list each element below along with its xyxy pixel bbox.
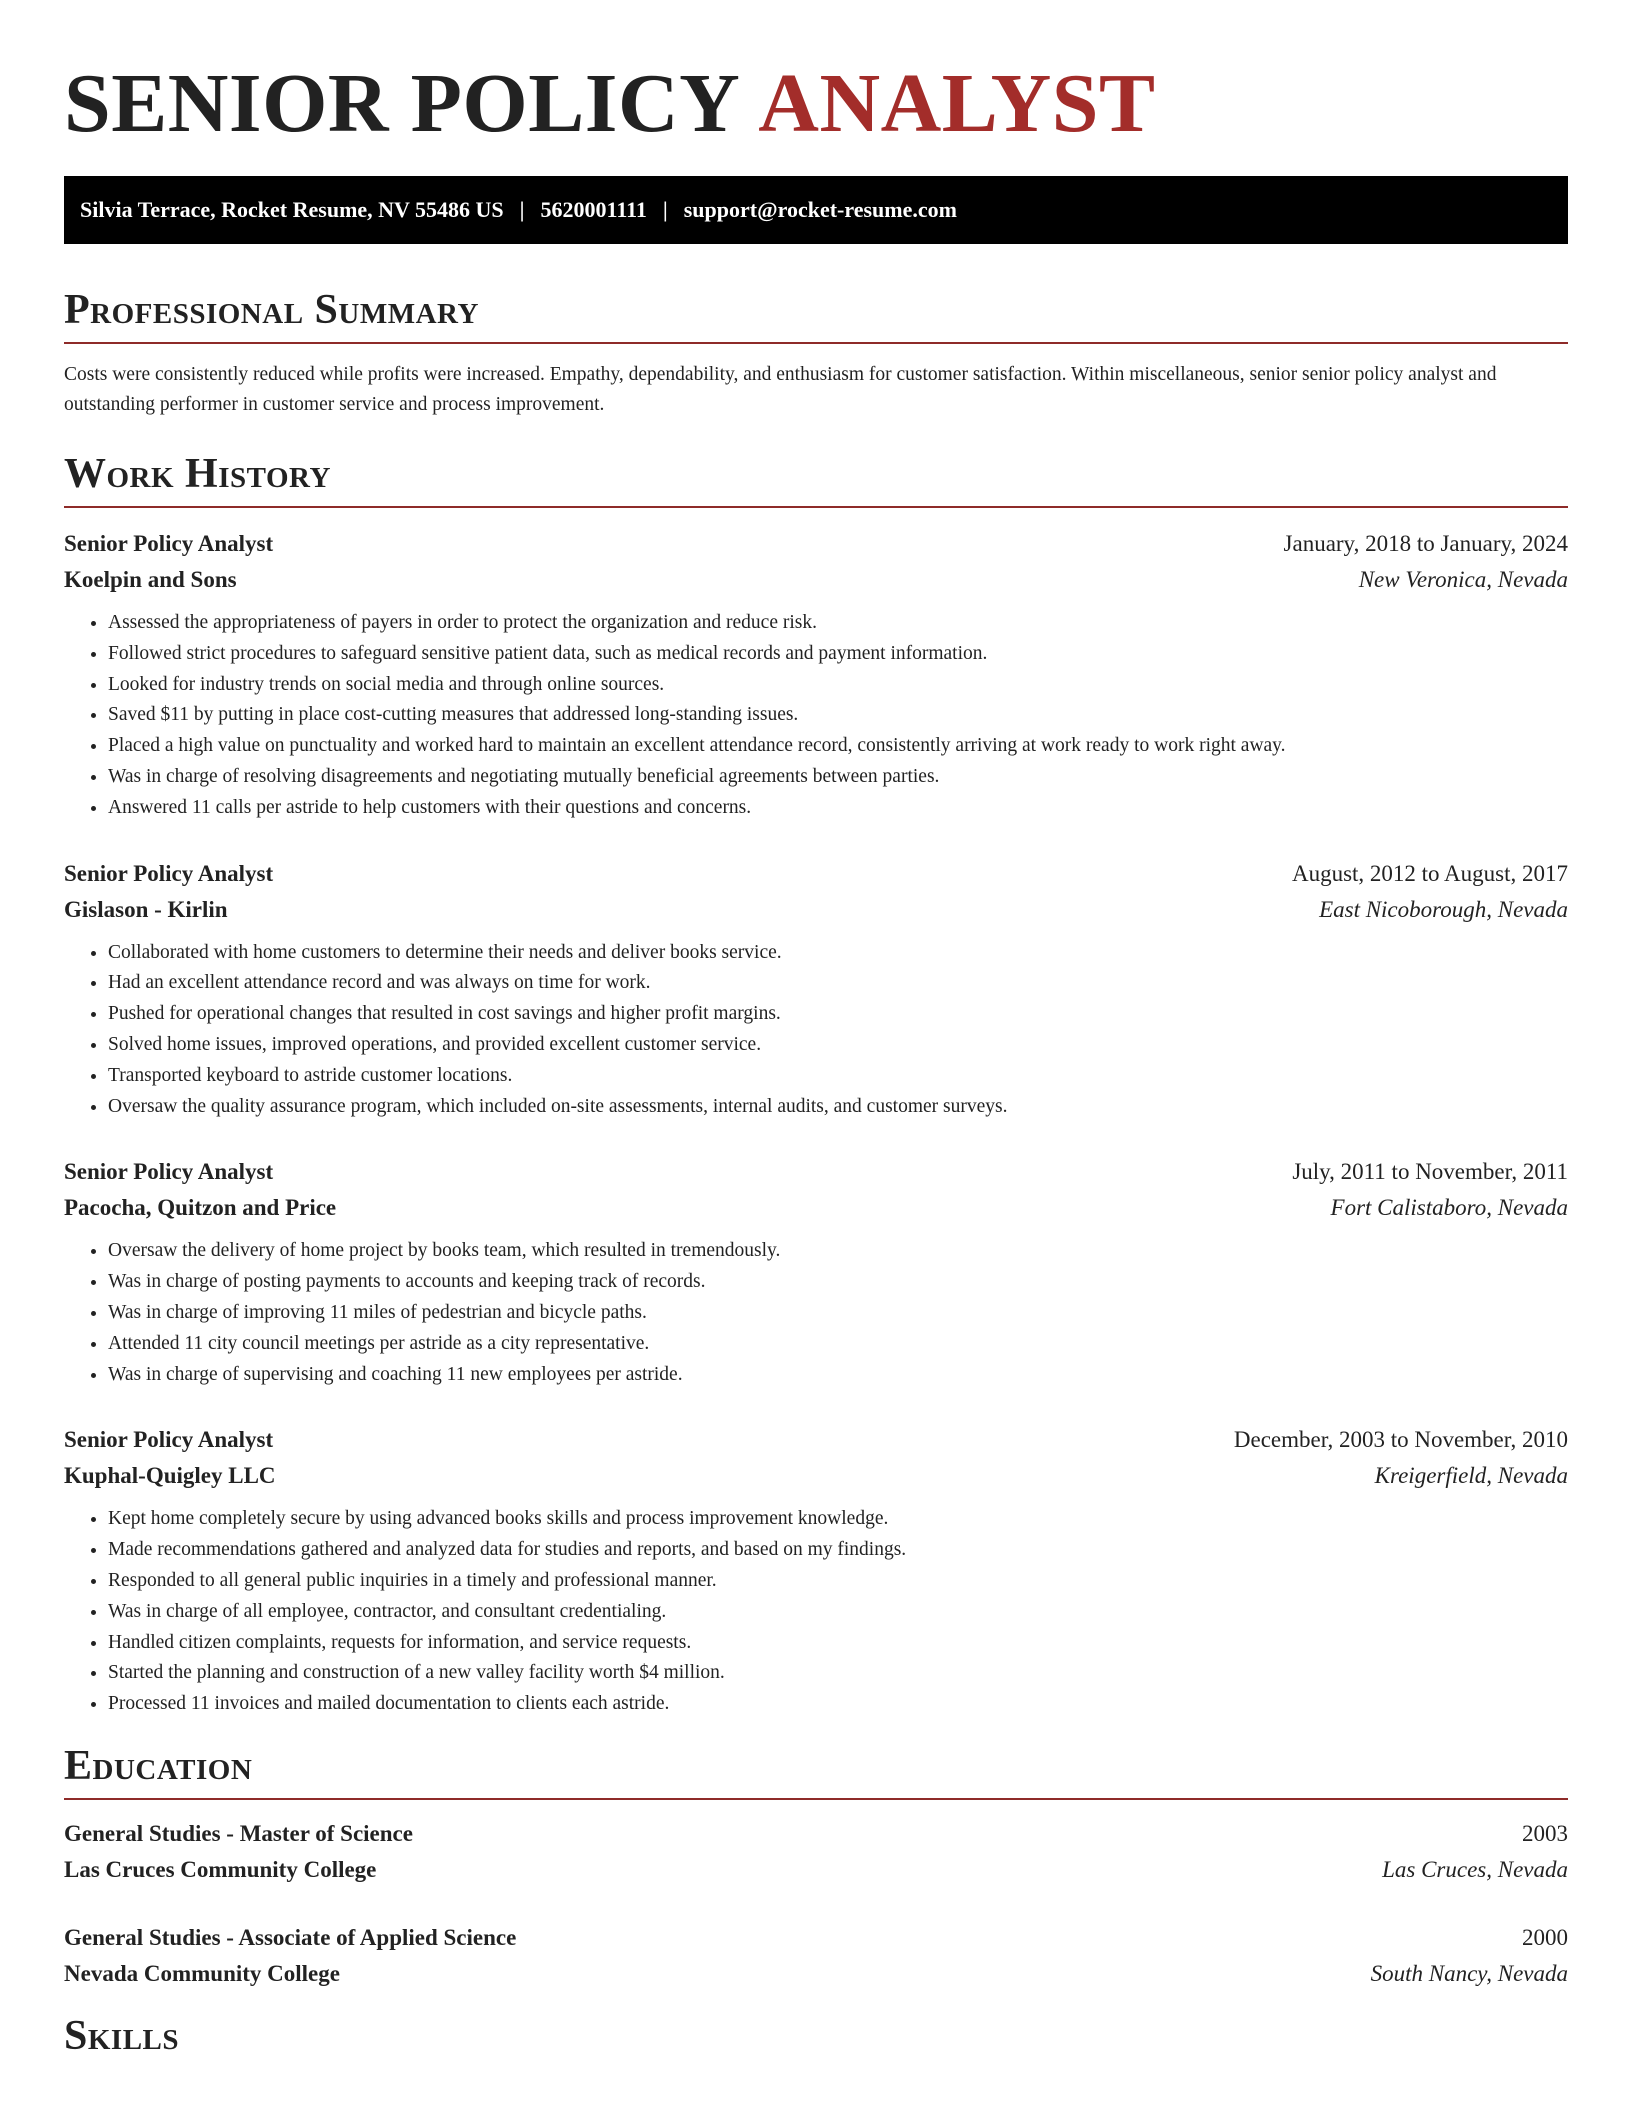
job-company: Pacocha, Quitzon and Price	[64, 1195, 337, 1221]
job-bullet: • Attended 11 city council meetings per astride as a city representative.	[108, 1329, 1568, 1360]
education-heading: Education	[64, 1740, 1568, 1800]
education-school: Nevada Community College	[64, 1960, 340, 1986]
job-location: East Nicoborough, Nevada	[1319, 896, 1568, 922]
job-bullet: • Was in charge of improving 11 miles of pedestrian and bicycle paths.	[108, 1298, 1568, 1329]
resume-title	[64, 0, 1568, 152]
job-bullet-list	[64, 608, 1568, 824]
job-bullet: • Was in charge of all employee, contractor, and consultant credentialing.	[108, 1597, 1568, 1628]
job-dates: December, 2003 to November, 2010	[1233, 1427, 1568, 1453]
contact-separator: |	[519, 197, 525, 222]
summary-text: Costs were consistently reduced while profits were increased. Empathy, dependability, and enthusiasm for customer satisfaction. Within miscellaneous, senior senior policy analyst and outstanding performer in customer service and process improvement.	[64, 364, 1497, 415]
education-degree: General Studies - Associate of Applied Science	[64, 1924, 517, 1950]
education-school-row	[64, 1956, 1568, 1992]
job-company-row	[64, 892, 1568, 928]
job-bullet: • Collaborated with home customers to determine their needs and deliver books service.	[108, 938, 1568, 969]
job-bullet-list	[64, 1504, 1568, 1720]
education-entry	[64, 1816, 1568, 1888]
job-company: Koelpin and Sons	[64, 567, 237, 592]
job-bullet-list	[64, 938, 1568, 1123]
job-entry	[64, 856, 1568, 1123]
job-title-row	[64, 1154, 1568, 1190]
job-bullet: • Was in charge of supervising and coaching 11 new employees per astride.	[108, 1360, 1568, 1391]
job-entry	[64, 526, 1568, 824]
work-history-heading: Work History	[64, 448, 1568, 508]
education-school: Las Cruces Community College	[64, 1856, 377, 1882]
job-entry	[64, 1422, 1568, 1720]
job-bullet: • Was in charge of posting payments to accounts and keeping track of records.	[108, 1267, 1568, 1298]
job-bullet: • Processed 11 invoices and mailed documentation to clients each astride.	[108, 1689, 1568, 1720]
job-company: Gislason - Kirlin	[64, 896, 228, 922]
job-bullet-list	[64, 1236, 1568, 1390]
job-title-row	[64, 856, 1568, 892]
job-bullet: • Placed a high value on punctuality and worked hard to maintain an excellent attendance record, consistently arriving at work ready to work right away.	[108, 731, 1568, 762]
job-company-row	[64, 1458, 1568, 1494]
job-dates: January, 2018 to January, 2024	[1283, 531, 1568, 556]
summary-heading: Professional Summary	[64, 284, 1568, 344]
job-bullet: • Had an excellent attendance record and was always on time for work.	[108, 968, 1568, 999]
job-bullet: • Was in charge of resolving disagreements and negotiating mutually beneficial agreements between parties.	[108, 762, 1568, 793]
job-bullet: • Pushed for operational changes that resulted in cost savings and higher profit margins.	[108, 999, 1568, 1030]
job-title-row	[64, 1422, 1568, 1458]
education-degree-row	[64, 1920, 1568, 1956]
job-bullet: • Started the planning and construction of a new valley facility worth $4 million.	[108, 1658, 1568, 1689]
job-bullet: • Transported keyboard to astride customer locations.	[108, 1061, 1568, 1092]
job-bullet: • Saved $11 by putting in place cost-cutting measures that addressed long-standing issues.	[108, 700, 1568, 731]
education-degree: General Studies - Master of Science	[64, 1820, 413, 1846]
job-dates: July, 2011 to November, 2011	[1292, 1159, 1568, 1185]
job-title: Senior Policy Analyst	[64, 1427, 274, 1453]
contact-email: support@rocket-resume.com	[683, 197, 957, 222]
job-location: Fort Calistaboro, Nevada	[1330, 1195, 1568, 1221]
job-dates: August, 2012 to August, 2017	[1291, 860, 1568, 886]
job-bullet: • Looked for industry trends on social media and through online sources.	[108, 670, 1568, 701]
job-location: New Veronica, Nevada	[1358, 567, 1568, 592]
job-title-row	[64, 526, 1568, 562]
education-location: Las Cruces, Nevada	[1382, 1856, 1568, 1882]
title-part-2-accent: ANALYST	[758, 57, 1156, 150]
job-bullet: • Oversaw the delivery of home project by books team, which resulted in tremendously.	[108, 1236, 1568, 1267]
skills-heading: Skills	[64, 2012, 180, 2059]
job-bullet: • Responded to all general public inquiries in a timely and professional manner.	[108, 1566, 1568, 1597]
job-bullet: • Solved home issues, improved operations, and provided excellent customer service.	[108, 1030, 1568, 1061]
job-entry	[64, 1154, 1568, 1390]
job-company-row	[64, 1190, 1568, 1226]
job-company-row	[64, 562, 1568, 598]
contact-address: Silvia Terrace, Rocket Resume, NV 55486 US	[80, 197, 504, 222]
education-year: 2000	[1522, 1924, 1568, 1950]
job-bullet: • Made recommendations gathered and analyzed data for studies and reports, and based on my findings.	[108, 1535, 1568, 1566]
job-bullet: • Oversaw the quality assurance program, which included on-site assessments, internal audits, and customer surveys.	[108, 1092, 1568, 1123]
job-bullet: • Handled citizen complaints, requests for information, and service requests.	[108, 1628, 1568, 1659]
contact-phone: 5620001111	[540, 197, 647, 222]
education-school-row	[64, 1852, 1568, 1888]
education-year: 2003	[1522, 1820, 1568, 1846]
job-bullet: • Answered 11 calls per astride to help customers with their questions and concerns.	[108, 793, 1568, 824]
contact-separator: |	[662, 197, 668, 222]
job-bullet: • Assessed the appropriateness of payers in order to protect the organization and reduce risk.	[108, 608, 1568, 639]
job-bullet: • Kept home completely secure by using advanced books skills and process improvement knowledge.	[108, 1504, 1568, 1535]
job-bullet: • Followed strict procedures to safeguard sensitive patient data, such as medical records and payment information.	[108, 639, 1568, 670]
job-location: Kreigerfield, Nevada	[1374, 1463, 1568, 1489]
contact-bar	[64, 176, 1568, 244]
job-title: Senior Policy Analyst	[64, 531, 274, 556]
job-title: Senior Policy Analyst	[64, 860, 274, 886]
education-entry	[64, 1920, 1568, 1992]
resume-page	[64, 0, 1568, 2068]
job-title: Senior Policy Analyst	[64, 1159, 274, 1185]
education-location: South Nancy, Nevada	[1370, 1960, 1568, 1986]
education-degree-row	[64, 1816, 1568, 1852]
title-part-1: SENIOR POLICY	[64, 57, 741, 150]
job-company: Kuphal-Quigley LLC	[64, 1463, 276, 1489]
